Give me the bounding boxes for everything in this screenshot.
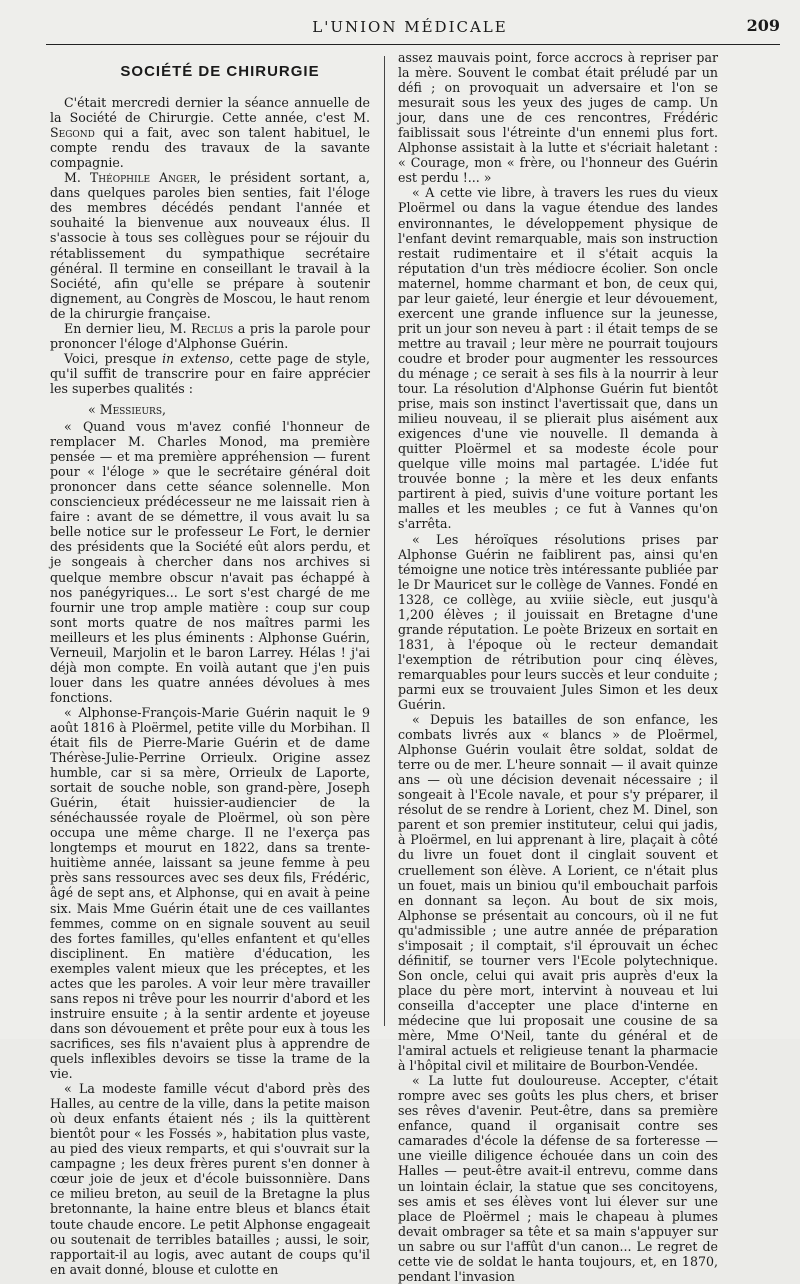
italic-phrase: in extenso: [162, 350, 230, 366]
paragraph: Voici, presque in extenso, cette page de style, qu'il suffit de transcrire pour en faire apprécier les superbes qualités :: [50, 350, 371, 396]
paragraph: « Les héroïques résolutions prises par Alphonse Guérin ne faiblirent pas, ainsi qu'en témoigne une notice très intéressante publiée par le Dr Mauricet sur le collège de Vannes. Fondé en 1328, ce collège, au xviiie siècle, eut jusqu'à 1,200 élèves ; il jouissait en Bretagne d'une grande réputation. Le poète Brizeux en sortait en 1831, à l'époque où le recteur demandait l'exemption de rétribution pour cinq élèves, remarquables pour leurs succès et leur conduite ; parmi eux se trouvaient Jules Simon et les deux Guérin.: [398, 531, 718, 713]
paragraph: « La lutte fut douloureuse. Accepter, c'était rompre avec ses goûts les plus chers, et briser ses rêves d'avenir. Peut-être, dans sa première enfance, quand il organisait contre ses camarades d'école la défense de sa forteresse — une vieille diligence échouée dans un coin des Halles — peut-être avait-il entrevu, comme dans un lointain éclair, la statue que ses concitoyens, ses amis et ses élèves vont lui élever sur une place de Ploërmel ; mais le chapeau à plumes devait ombrager sa tête et sa main s'appuyer sur un sabre ou sur l'affût d'un canon... Le regret de cette vie de soldat le hanta toujours, et, en 1870, pendant l'invasion: [398, 1073, 718, 1284]
page-number: 209: [746, 16, 780, 35]
salutation: « Messieurs,: [88, 401, 167, 417]
paragraph: « Quand vous m'avez confié l'honneur de remplacer M. Charles Monod, ma première pensée — et ma première appréhension — furent pour « l'éloge » que le secrétaire général doit prononcer dans cette séance solennelle. Mon consciencieux prédécesseur ne me laissait rien à faire : avant de se démettre, il vous avait lu sa belle notice sur le professeur Le Fort, le dernier des présidents que la Société eût alors perdu, et je songeais à chercher dans nos archives si quelque membre obscur n'avait pas échappé à nos panégyriques... Le sort s'est chargé de me fournir une trop ample matière : coup sur coup sont morts quatre de nos maîtres parmi les meilleurs et les plus éminents : Alphonse Guérin, Verneuil, Marjolin et le baron Larrey. Hélas ! j'ai déjà mon compte. En voilà autant que j'en puis louer dans les quatre années dévolues à mes fonctions.: [50, 419, 370, 705]
person-name: Reclus: [191, 320, 234, 336]
running-header: [40, 12, 780, 38]
paragraph: « A cette vie libre, à travers les rues du vieux Ploërmel ou dans la vague étendue des landes environnantes, le développement physique de l'enfant devint remarquable, mais son instruction restait rudimentaire et il s'était acquis la réputation d'un très médiocre écolier. Son oncle maternel, homme charmant et bon, de ceux qui, par leur gaieté, leur énergie et leur dévouement, exercent une grande influence sur la jeunesse, prit un jour son neveu à part : il était temps de se mettre au travail ; leur mère ne pourrait toujours coudre et broder pour augmenter les ressources du ménage ; ce serait à ses fils à la nourrir à leur tour. La résolution d'Alphonse Guérin fut bientôt prise, mais son instinct l'avertissait que, dans un milieu nouveau, il se plierait plus aisément aux exigences d'une vie nouvelle. Il demanda à quitter Ploërmel et sa modeste école pour quelque ville moins mal partagée. L'idée fut trouvée bonne ; la mère et les deux enfants partirent à pied, suivis d'une voiture portant les malles et les meubles ; ce fut à Vannes qu'on s'arrêta.: [398, 185, 718, 532]
left-column: [50, 58, 370, 1277]
header-rule: [46, 44, 780, 45]
paragraph: assez mauvais point, force accrocs à repriser par la mère. Souvent le combat était préludé par un défi ; on provoquait un adversaire et l'on se mesurait sous les yeux des juges de camp. Un jour, dans une de ces rencontres, Frédéric faiblissait sous l'étreinte d'un ennemi plus fort. Alphonse assistait à la lutte et s'écriait haletant : « Courage, mon « frère, ou l'honneur des Guérin est perdu !... »: [398, 50, 718, 186]
person-name: M. Théophile Anger: [64, 170, 197, 186]
paragraph: En dernier lieu, M. Reclus a pris la parole pour prononcer l'éloge d'Alphonse Guérin.: [50, 320, 371, 351]
paragraph: « Alphonse-François-Marie Guérin naquit le 9 août 1816 à Ploërmel, petite ville du Morbihan. Il était fils de Pierre-Marie Guérin et de dame Thérèse-Julie-Perrine Orrieulx. Origine assez humble, car si sa mère, Orrieulx de Laporte, sortait de souche noble, son grand-père, Joseph Guérin, était huissier-audiencier de la sénéchaussée royale de Ploërmel, où son père occupa une même charge. Il ne l'exerça pas longtemps et mourut en 1822, dans sa trente-huitième année, laissant sa jeune femme à peu près sans ressources avec ses deux fils, Frédéric, âgé de sept ans, et Alphonse, qui en avait à peine six. Mais Mme Guérin était une de ces vaillantes femmes, comme on en signale souvent au seuil des fortes familles, qu'elles enfantent et qu'elles disciplinent. En matière d'éducation, les exemples valent mieux que les préceptes, et les actes que les paroles. A voir leur mère travailler sans repos ni trêve pour les nourrir d'abord et les instruire ensuite ; à la sentir ardente et joyeuse dans son dévouement et prête pour eux à tous les sacrifices, ses fils n'avaient plus à apprendre de quels inflexibles devoirs se tisse la trame de la vie.: [50, 704, 370, 1082]
paragraph: M. Théophile Anger, le président sortant, a, dans quelques paroles bien senties, fait l'éloge des membres décédés pendant l'année et souhaité la bienvenue aux nouveaux élus. Il s'associe à tous ses collègues pour se réjouir du rétablissement du sympathique secrétaire général. Il termine en conseillant le travail à la Société, afin qu'elle se prépare à soutenir dignement, au Congrès de Moscou, le haut renom de la chirurgie française.: [50, 170, 370, 321]
paragraph: C'était mercredi dernier la séance annuelle de la Société de Chirurgie. Cette année, c'est M. Segond qui a fait, avec son talent habituel, le compte rendu des travaux de la savante compagnie.: [50, 95, 370, 171]
person-name: Segond: [50, 125, 95, 141]
column-divider: [384, 56, 385, 1026]
journal-title: L'UNION MÉDICALE: [312, 18, 508, 36]
right-column: [398, 50, 718, 1284]
paragraph: « Depuis les batailles de son enfance, les combats livrés aux « blancs » de Ploërmel, Alphonse Guérin voulait être soldat, soldat de terre ou de mer. L'heure sonnait — il avait quinze ans — où une décision devenait nécessaire ; il songeait à l'Ecole navale, et pour s'y préparer, il résolut de se rendre à Lorient, chez M. Dinel, son parent et son premier instituteur, celui qui jadis, à Ploërmel, en lui apprenant à lire, plaçait à côté du livre un fouet dont il cinglait souvent et cruellement son élève. A Lorient, ce n'était plus un fouet, mais un biniou qu'il embouchait parfois en donnant sa leçon. Au bout de six mois, Alphonse se présentait au concours, où il ne fut qu'admissible ; une autre année de préparation s'imposait ; il comptait, s'il éprouvait un échec définitif, se tourner vers l'Ecole polytechnique. Son oncle, celui qui avait pris auprès d'eux la place du père mort, intervint à nouveau et lui conseilla d'accepter une place d'interne en médecine que lui proposait une cousine de sa mère, Mme O'Neil, tante du général et de l'amiral actuels et religieuse tenant la pharmacie à l'hôpital civil et militaire de Bourbon-Vendée.: [398, 712, 718, 1074]
section-title: SOCIÉTÉ DE CHIRURGIE: [120, 63, 320, 80]
paragraph: « La modeste famille vécut d'abord près des Halles, au centre de la ville, dans la petite maison où deux enfants étaient nés ; ils la quittèrent bientôt pour « les Fossés », habitation plus vaste, au pied des vieux remparts, et qui s'ouvrait sur la campagne ; les deux frères purent s'en donner à cœur joie de jeux et d'école buissonnière. Dans ce milieu breton, au seuil de la Bretagne la plus bretonnante, la haine entre bleus et blancs était toute chaude encore. Le petit Alphonse engageait ou soutenait de terribles batailles ; aussi, le soir, rapportait-il au logis, avec autant de coups qu'il en avait donné, blouse et culotte en: [50, 1081, 370, 1277]
